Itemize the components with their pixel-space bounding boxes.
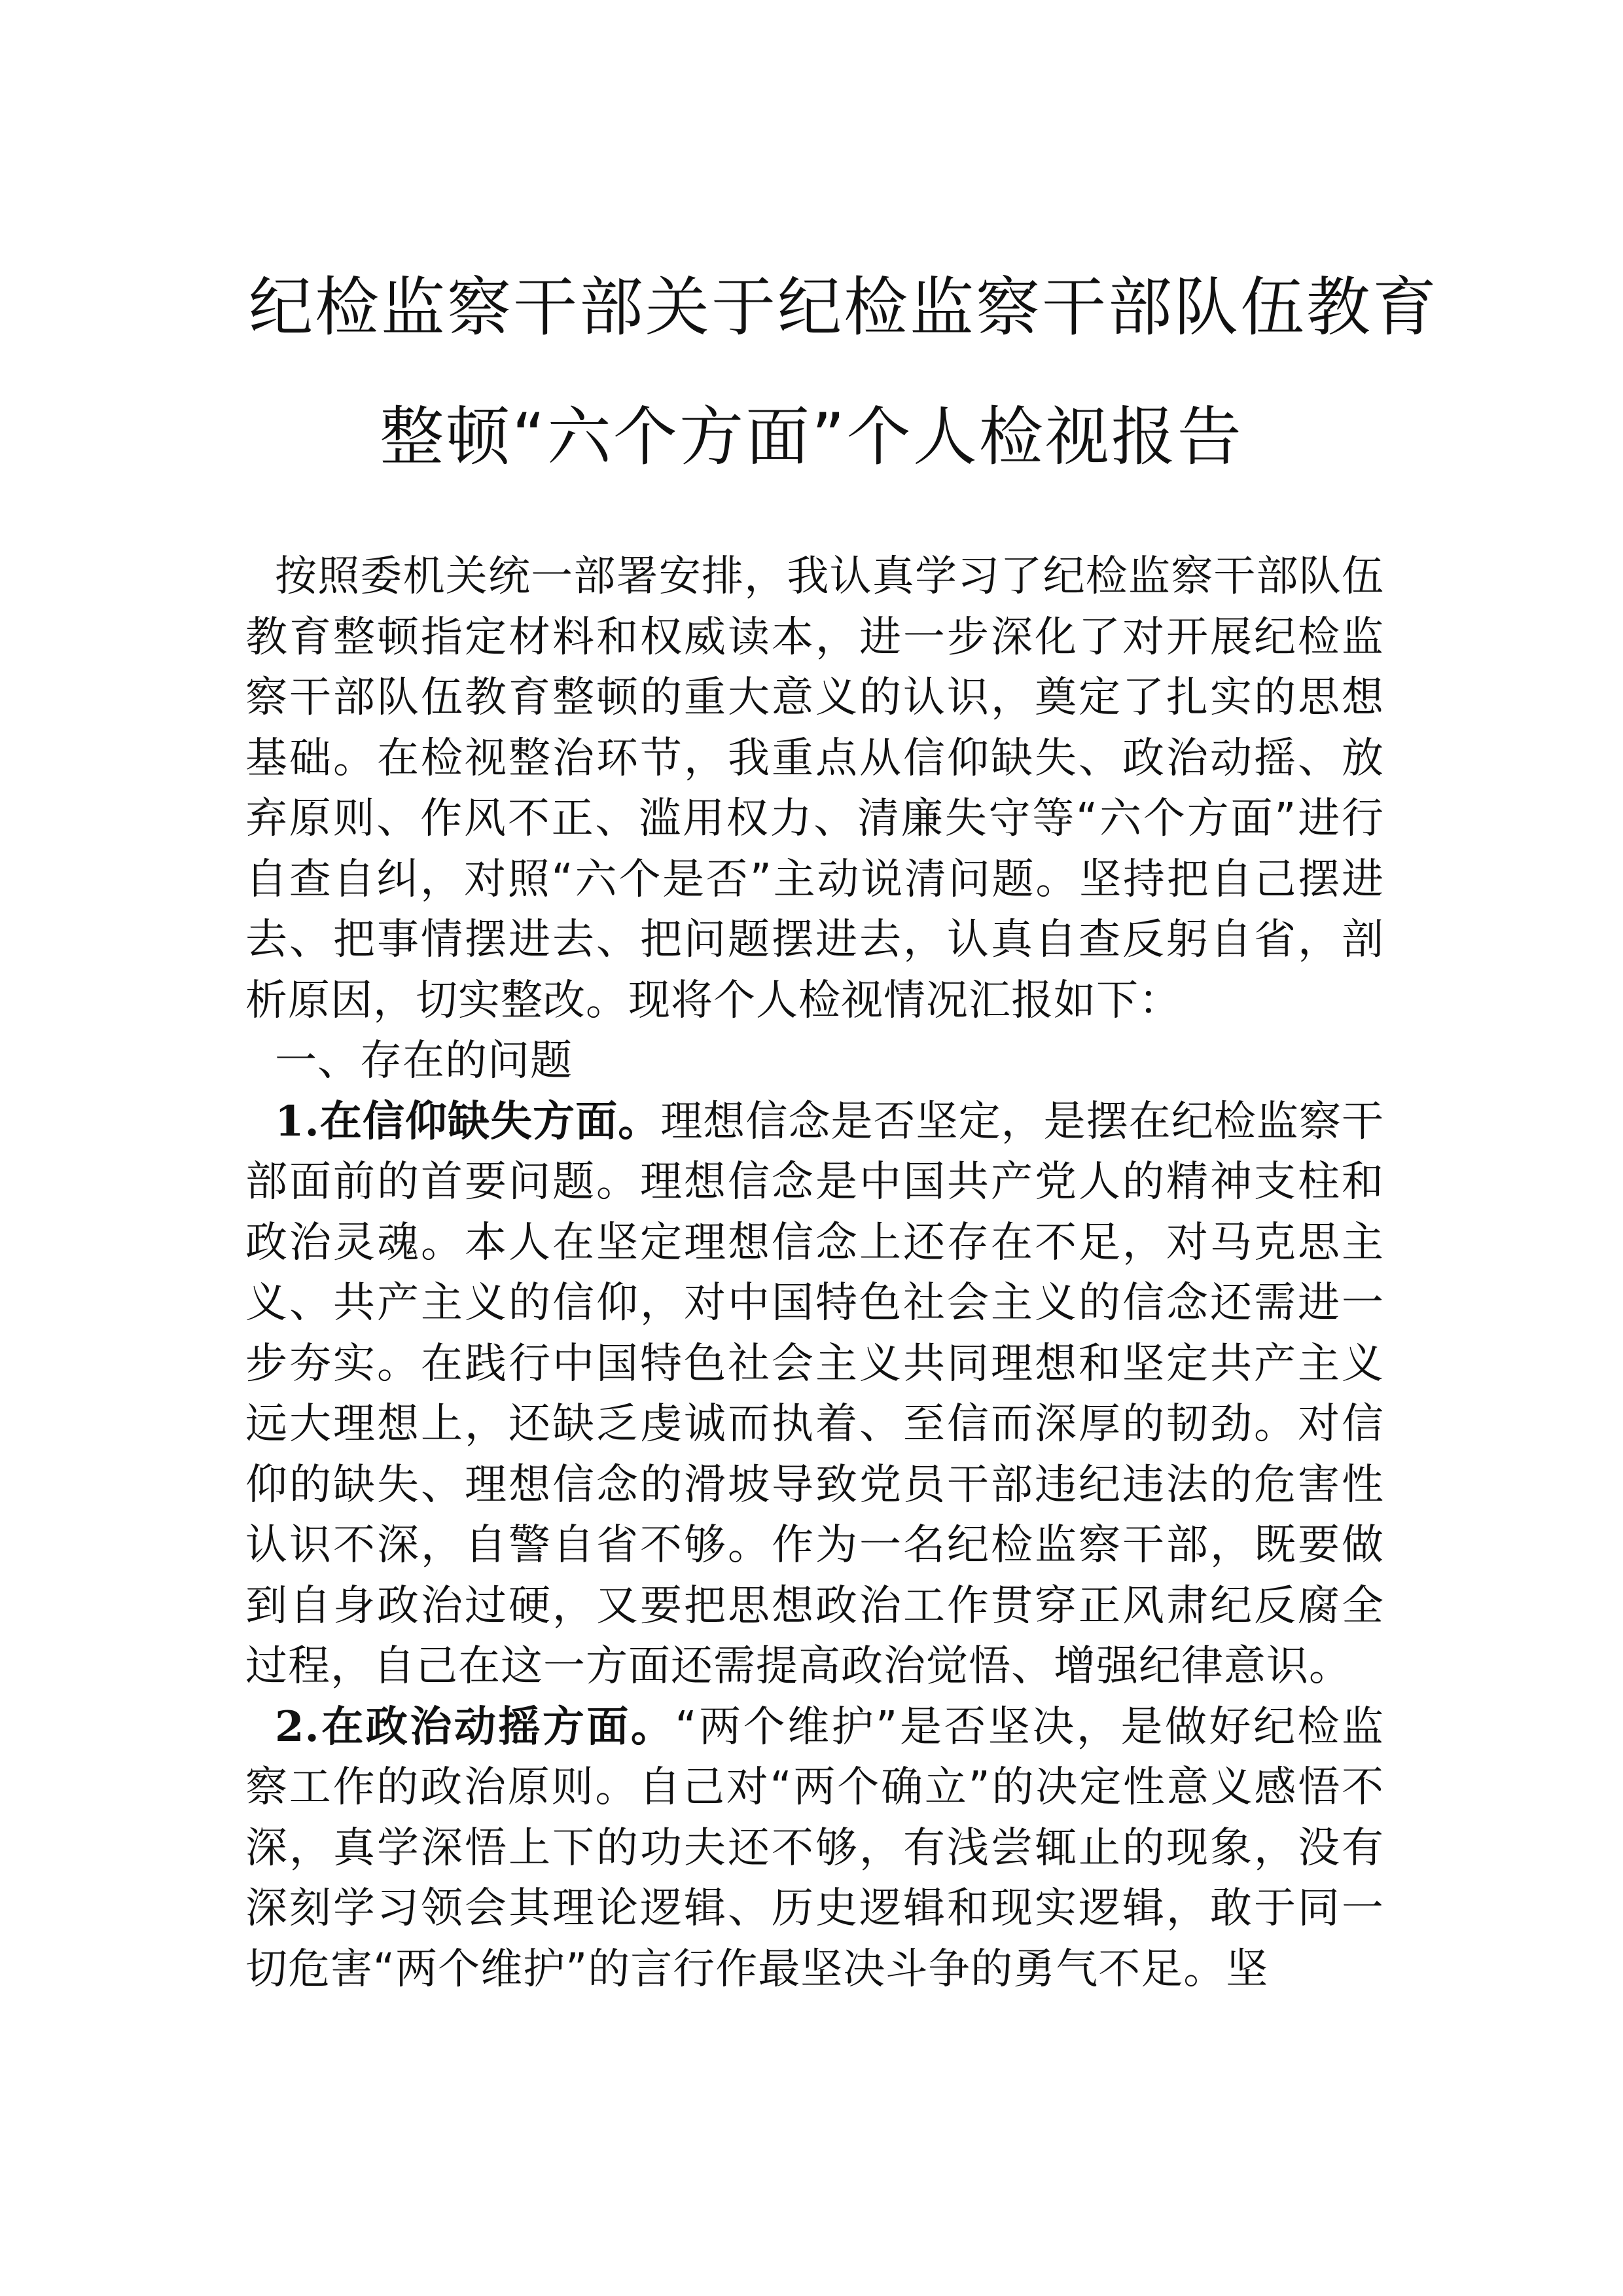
item-lead-belief: 1.在信仰缺失方面。 (275, 1096, 661, 1146)
item-text-politics: “两个维护”是否坚决，是做好纪检监察工作的政治原则。自己对“两个确立”的决定性意义感悟不深，真学深悟上下的功夫还不够，有浅尝辄止的现象，没有深刻学习领会其理论逻辑、历史逻辑和现实逻辑，敢于同一切危害“两个维护”的言行作最坚决斗争的勇气不足。坚 (245, 1702, 1385, 1994)
item-lead-politics: 2.在政治动摇方面。 (275, 1702, 675, 1751)
intro-paragraph: 按照委机关统一部署安排，我认真学习了纪检监察干部队伍教育整顿指定材料和权威读本，进一步深化了对开展纪检监察干部队伍教育整顿的重大意义的认识，奠定了扎实的思想基础。在检视整治环节，我重点从信仰缺失、政治动摇、放弃原则、作风不正、滥用权力、清廉失守等“六个方面”进行自查自纠，对照“六个是否”主动说清问题。坚持把自己摆进去、把事情摆进去、把问题摆进去，认真自查反躬自省，剖析原因，切实整改。现将个人检视情况汇报如下： (245, 552, 1384, 1025)
item-paragraph-politics (245, 1697, 1384, 2000)
item-text-belief: 理想信念是否坚定，是摆在纪检监察干部面前的首要问题。理想信念是中国共产党人的精神支柱和政治灵魂。本人在坚定理想信念上还存在不足，对马克思主义、共产主义的信仰，对中国特色社会主义的信念还需进一步夯实。在践行中国特色社会主义共同理想和坚定共产主义远大理想上，还缺乏虔诚而执着、至信而深厚的韧劲。对信仰的缺失、理想信念的滑坡导致党员干部违纪违法的危害性认识不深，自警自省不够。作为一名纪检监察干部，既要做到自身政治过硬，又要把思想政治工作贯穿正风肃纪反腐全过程，自己在这一方面还需提高政治觉悟、增强纪律意识。 (245, 1097, 1385, 1691)
document-title-line-1: 纪检监察干部关于纪检监察干部队伍教育 (249, 270, 1439, 345)
section-heading-problems: 一、存在的问题 (275, 1037, 573, 1085)
item-paragraph-belief (245, 1092, 1384, 1697)
document-title-line-2: 整顿“六个方面”个人检视报告 (380, 400, 1243, 475)
document-body (245, 547, 1384, 2000)
